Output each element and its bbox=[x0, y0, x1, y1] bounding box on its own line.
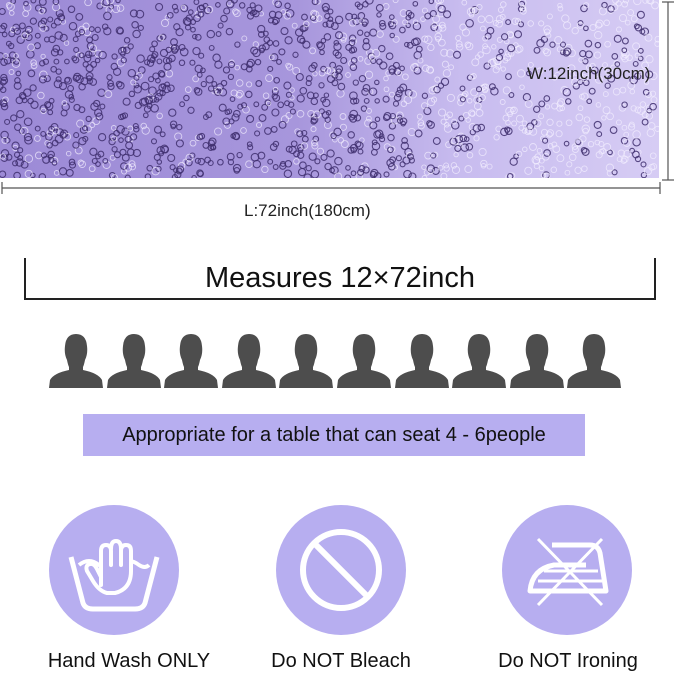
person-silhouette-icon bbox=[451, 332, 507, 388]
seating-banner-text: Appropriate for a table that can seat 4 - 6people bbox=[122, 424, 546, 446]
person-silhouette-icon bbox=[394, 332, 450, 388]
person-silhouette-icon bbox=[336, 332, 392, 388]
person-silhouette-icon bbox=[48, 332, 104, 388]
person-silhouette-icon bbox=[221, 332, 277, 388]
no-ironing-label: Do NOT Ironing bbox=[498, 650, 638, 672]
no-ironing-icon bbox=[502, 505, 632, 635]
seating-banner bbox=[83, 414, 585, 456]
no-bleach-label: Do NOT Bleach bbox=[271, 650, 411, 672]
dimension-lines bbox=[0, 0, 679, 230]
person-silhouette-icon bbox=[566, 332, 622, 388]
hand-wash-label: Hand Wash ONLY bbox=[47, 650, 211, 672]
measures-box bbox=[24, 258, 656, 300]
length-label: L:72inch(180cm) bbox=[244, 201, 371, 220]
people-row bbox=[48, 332, 624, 388]
measures-text: Measures 12×72inch bbox=[204, 262, 476, 294]
person-silhouette-icon bbox=[106, 332, 162, 388]
hand-wash-icon bbox=[49, 505, 179, 635]
person-silhouette-icon bbox=[163, 332, 219, 388]
person-silhouette-icon bbox=[509, 332, 565, 388]
no-bleach-icon bbox=[276, 505, 406, 635]
person-silhouette-icon bbox=[278, 332, 334, 388]
width-label: W:12inch(30cm) bbox=[527, 64, 651, 83]
